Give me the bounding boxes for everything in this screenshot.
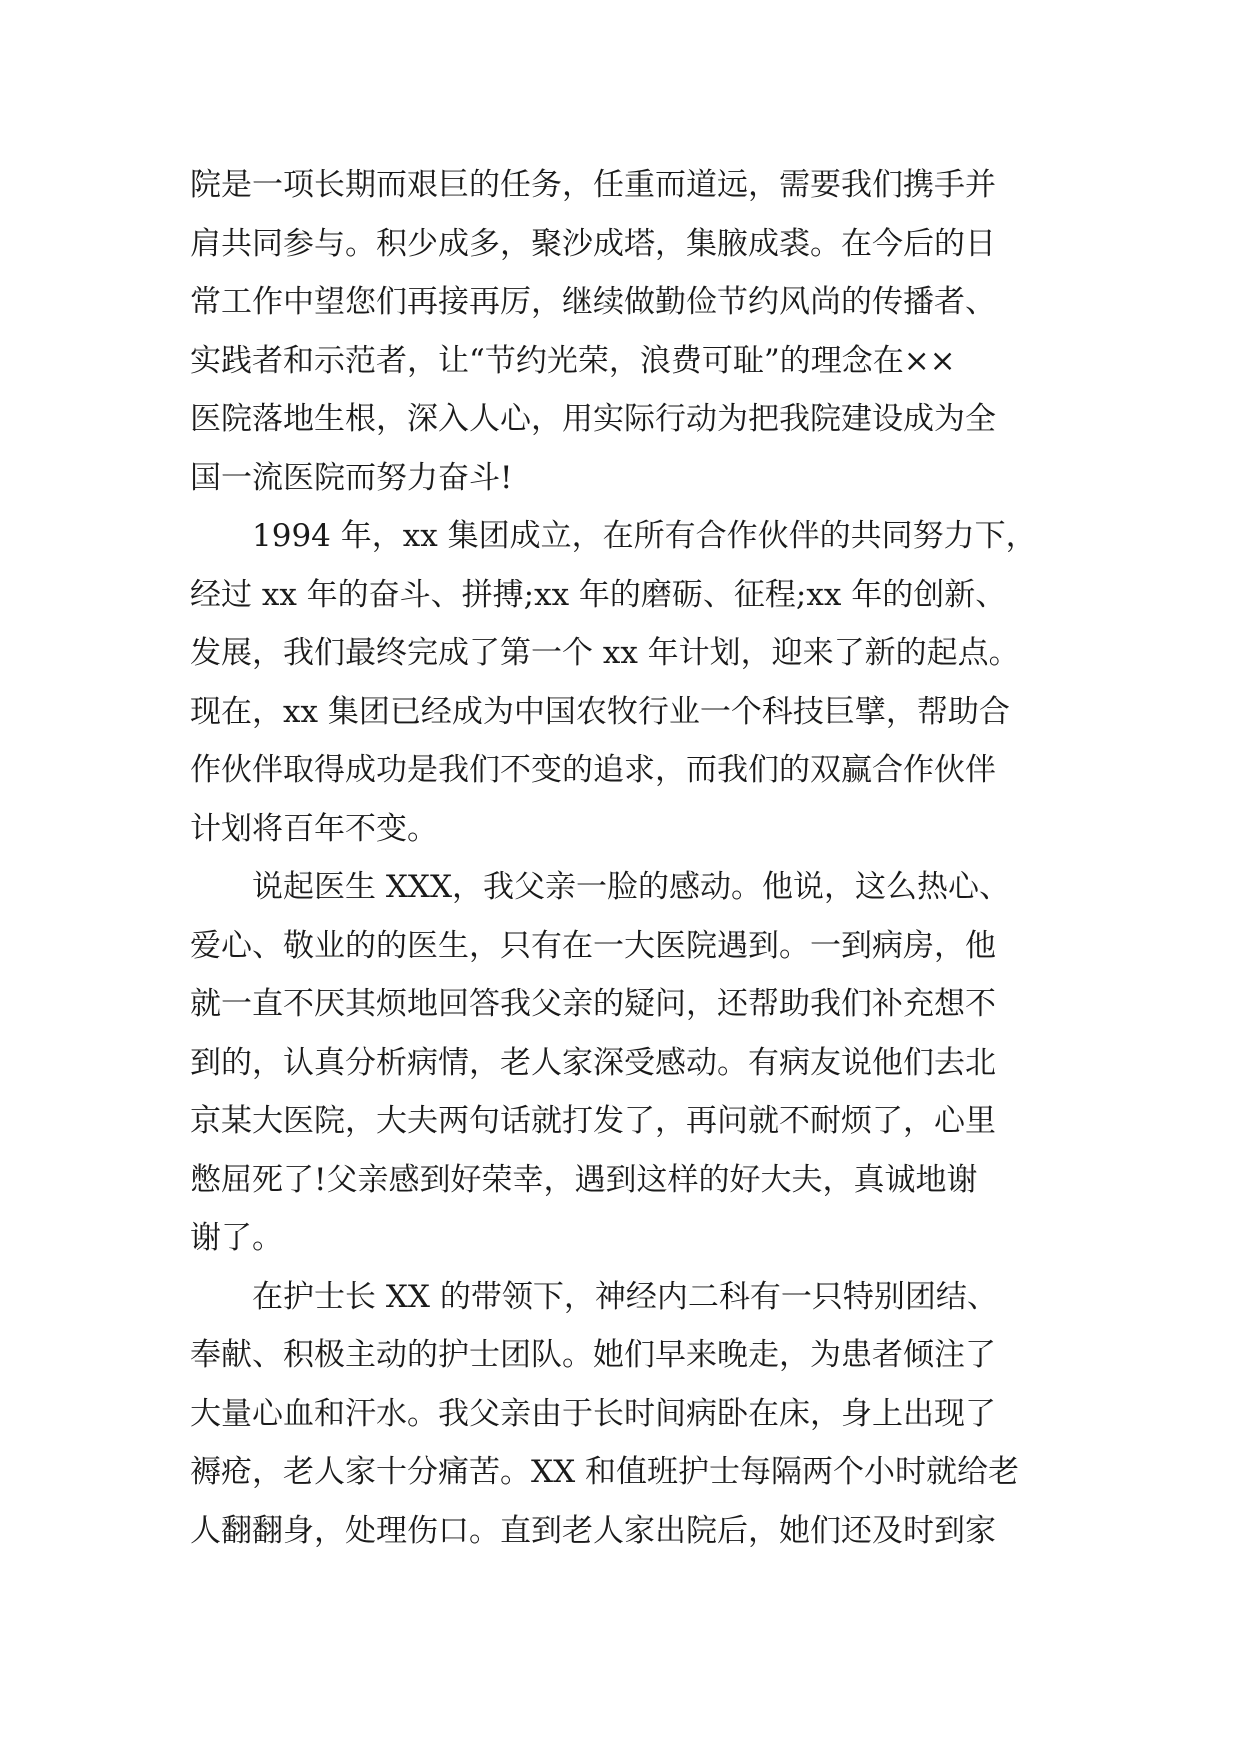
text-line: 常工作中望您们再接再厉，继续做勤俭节约风尚的传播者、 xyxy=(190,284,996,320)
text-line: 人翻翻身，处理伤口。直到老人家出院后，她们还及时到家 xyxy=(190,1512,996,1549)
text-line: 奉献、积极主动的护士团队。她们早来晚走，为患者倾注了 xyxy=(190,1337,996,1373)
text-line: 现在，xx 集团已经成为中国农牧行业一个科技巨擘，帮助合 xyxy=(190,693,1010,730)
text-line: 1994 年，xx 集团成立，在所有合作伙伴的共同努力下， xyxy=(252,518,1037,554)
text-line: 褥疮，老人家十分痛苦。XX 和值班护士每隔两个小时就给老 xyxy=(190,1454,1019,1490)
text-line: 经过 xx 年的奋斗、拼搏;xx 年的磨砺、征程;xx 年的创新、 xyxy=(190,576,1007,613)
text-line: 国一流医院而努力奋斗! xyxy=(190,459,513,496)
text-line: 医院落地生根，深入人心，用实际行动为把我院建设成为全 xyxy=(190,401,996,437)
text-line: 到的，认真分析病情，老人家深受感动。有病友说他们去北 xyxy=(190,1044,996,1081)
text-line: 计划将百年不变。 xyxy=(190,810,438,847)
text-line: 憋屈死了!父亲感到好荣幸，遇到这样的好大夫，真诚地谢 xyxy=(190,1161,978,1198)
document-body xyxy=(190,156,1090,1560)
paragraph-3 xyxy=(190,858,1090,1268)
text-line: 爱心、敬业的的医生，只有在一大医院遇到。一到病房，他 xyxy=(190,927,996,964)
paragraph-2 xyxy=(190,507,1090,858)
text-line: 实践者和示范者，让“节约光荣，浪费可耻”的理念在×× xyxy=(190,342,956,379)
paragraph-4 xyxy=(190,1268,1090,1561)
text-line: 说起医生 XXX，我父亲一脸的感动。他说，这么热心、 xyxy=(252,869,1011,905)
text-line: 就一直不厌其烦地回答我父亲的疑问，还帮助我们补充想不 xyxy=(190,986,996,1022)
text-line: 大量心血和汗水。我父亲由于长时间病卧在床，身上出现了 xyxy=(190,1395,996,1432)
text-line: 肩共同参与。积少成多，聚沙成塔，集腋成裘。在今后的日 xyxy=(190,225,996,262)
paragraph-1 xyxy=(190,156,1090,507)
text-line: 在护士长 XX 的带领下，神经内二科有一只特别团结、 xyxy=(252,1278,998,1315)
text-line: 发展，我们最终完成了第一个 xx 年计划，迎来了新的起点。 xyxy=(190,635,1020,671)
text-line: 院是一项长期而艰巨的任务，任重而道远，需要我们携手并 xyxy=(190,167,996,203)
text-line: 京某大医院，大夫两句话就打发了，再问就不耐烦了，心里 xyxy=(190,1103,996,1139)
text-line: 谢了。 xyxy=(190,1220,283,1256)
text-line: 作伙伴取得成功是我们不变的追求，而我们的双赢合作伙伴 xyxy=(190,752,996,788)
